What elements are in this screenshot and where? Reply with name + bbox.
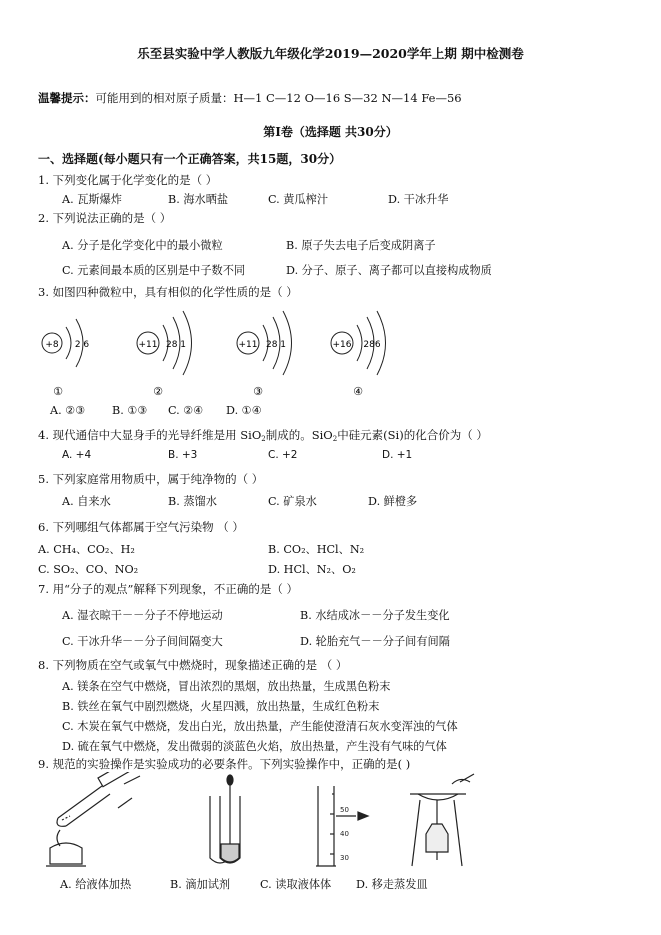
q6-option-b: B. CO₂、HCl、N₂ [268, 543, 365, 556]
q9-option-d: D. 移走蒸发皿 [356, 878, 428, 891]
q2-option-b: B. 原子失去电子后变成阴离子 [286, 239, 436, 252]
q5-option-c: C. 矿泉水 [268, 495, 317, 508]
q3-option-c: C. ②④ [168, 404, 204, 417]
q4-option-d: D. +1 [382, 449, 413, 461]
atom-2-label: ② [153, 385, 163, 398]
q3-stem: 3. 如图四种微粒中，具有相似的化学性质的是（ ） [38, 285, 298, 299]
atom-3-nucleus: +11 [238, 340, 258, 350]
q1-option-d: D. 干冰升华 [388, 193, 449, 206]
cylinder-mark-50: 50 [340, 806, 349, 814]
atom-1-shells: 2 6 [74, 340, 90, 350]
q3-option-a: A. ②③ [50, 404, 86, 417]
q7-option-b: B. 水结成冰－－分子发生变化 [300, 609, 450, 622]
section-title: 一、选择题(每小题只有一个正确答案，共15题，30分） [38, 152, 342, 166]
q4-sub-2: 2 [332, 435, 338, 443]
q1-option-c: C. 黄瓜榨汁 [268, 193, 329, 206]
atom-3-shells: 28 1 [265, 340, 287, 350]
q8-option-c: C. 木炭在氧气中燃烧，发出白光，放出热量，产生能使澄清石灰水变浑浊的气体 [62, 720, 458, 733]
q7-option-d: D. 轮胎充气－－分子间有间隔 [300, 635, 450, 648]
q5-option-b: B. 蒸馏水 [168, 495, 217, 508]
q1-option-b: B. 海水晒盐 [168, 193, 229, 206]
atom-4-shells: 286 [363, 340, 381, 350]
q2-option-c: C. 元素间最本质的区别是中子数不同 [62, 264, 246, 277]
atom-2 [137, 311, 192, 398]
q6-option-a: A. CH₄、CO₂、H₂ [38, 543, 135, 556]
hint-text: 可能用到的相对原子质量：H—1 C—12 O—16 S—32 N—14 Fe—56 [95, 91, 462, 105]
q7-option-c: C. 干冰升华－－分子间间隔变大 [62, 635, 223, 648]
q8-option-d: D. 硫在氧气中燃烧，发出微弱的淡蓝色火焰，放出热量，产生没有气味的气体 [62, 740, 447, 753]
atom-1-label: ① [53, 385, 63, 398]
q7-stem: 7. 用“分子的观点”解释下列现象，不正确的是（ ） [38, 582, 299, 596]
q8-option-b: B. 铁丝在氧气中剧烈燃烧，火星四溅，放出热量，生成红色粉末 [62, 700, 380, 713]
q4-stem [38, 427, 488, 443]
q1-option-a: A. 瓦斯爆炸 [62, 193, 122, 206]
atom-3-label: ③ [253, 385, 263, 398]
cylinder-mark-30: 30 [340, 854, 349, 862]
q3-option-b: B. ①③ [112, 404, 148, 417]
hint-line [38, 90, 462, 106]
q2-option-d: D. 分子、原子、离子都可以直接构成物质 [286, 264, 492, 277]
q9-option-b: B. 滴加试剂 [170, 878, 231, 891]
atom-3 [237, 311, 292, 398]
atom-structure-diagrams [30, 305, 450, 400]
illustration-heating-liquid [46, 772, 140, 866]
q5-option-a: A. 自来水 [62, 495, 111, 508]
hint-label: 温馨提示： [38, 91, 96, 105]
q1-stem: 1. 下列变化属于化学变化的是（ ） [38, 173, 218, 187]
q6-option-c: C. SO₂、CO、NO₂ [38, 563, 139, 576]
q9-stem: 9. 规范的实验操作是实验成功的必要条件。下列实验操作中，正确的是( ) [38, 757, 411, 771]
q9-option-a: A. 给液体加热 [60, 878, 132, 891]
q4-stem-c: 中硅元素(Si)的化合价为（ ） [337, 428, 488, 442]
atom-2-nucleus: +11 [138, 340, 158, 350]
q4-stem-a: 4. 现代通信中大显身手的光导纤维是用 SiO [38, 428, 262, 442]
q2-option-a: A. 分子是化学变化中的最小微粒 [62, 239, 223, 252]
cylinder-mark-40: 40 [340, 830, 349, 838]
q4-option-a: A. +4 [62, 449, 92, 461]
q2-stem: 2. 下列说法正确的是（ ） [38, 211, 172, 225]
q8-stem: 8. 下列物质在空气或氧气中燃烧时，现象描述正确的是 （ ） [38, 658, 348, 672]
q8-option-a: A. 镁条在空气中燃烧，冒出浓烈的黑烟，放出热量，生成黑色粉末 [62, 680, 391, 693]
atom-1 [42, 319, 89, 398]
atom-4-label: ④ [353, 385, 363, 398]
illustration-graduated-cylinder [316, 786, 368, 866]
lab-operation-illustrations [40, 772, 480, 872]
q5-option-d: D. 鲜橙多 [368, 495, 418, 508]
illustration-dropper [210, 775, 240, 863]
illustration-evaporating-dish [410, 774, 474, 866]
q5-stem: 5. 下列家庭常用物质中，属于纯净物的（ ） [38, 472, 264, 486]
atom-2-shells: 28 1 [165, 340, 187, 350]
q7-option-a: A. 湿衣晾干－－分子不停地运动 [62, 609, 223, 622]
q3-option-d: D. ①④ [226, 404, 262, 417]
q9-option-c: C. 读取液体体 [260, 878, 332, 891]
page-title: 乐至县实验中学人教版九年级化学2019—2020学年上期 期中检测卷 [137, 46, 524, 61]
q4-sub-1: 2 [261, 435, 266, 443]
atom-1-nucleus: +8 [45, 340, 59, 350]
part-title: 第Ⅰ卷（选择题 共30分） [263, 125, 398, 139]
atom-4 [331, 311, 386, 398]
q4-option-b: B. +3 [168, 449, 198, 461]
q4-option-c: C. +2 [268, 449, 298, 461]
q6-stem: 6. 下列哪组气体都属于空气污染物 （ ） [38, 520, 244, 534]
atom-4-nucleus: +16 [332, 340, 352, 350]
q4-stem-b: 制成的。SiO [265, 428, 333, 442]
q6-option-d: D. HCl、N₂、O₂ [268, 563, 356, 576]
